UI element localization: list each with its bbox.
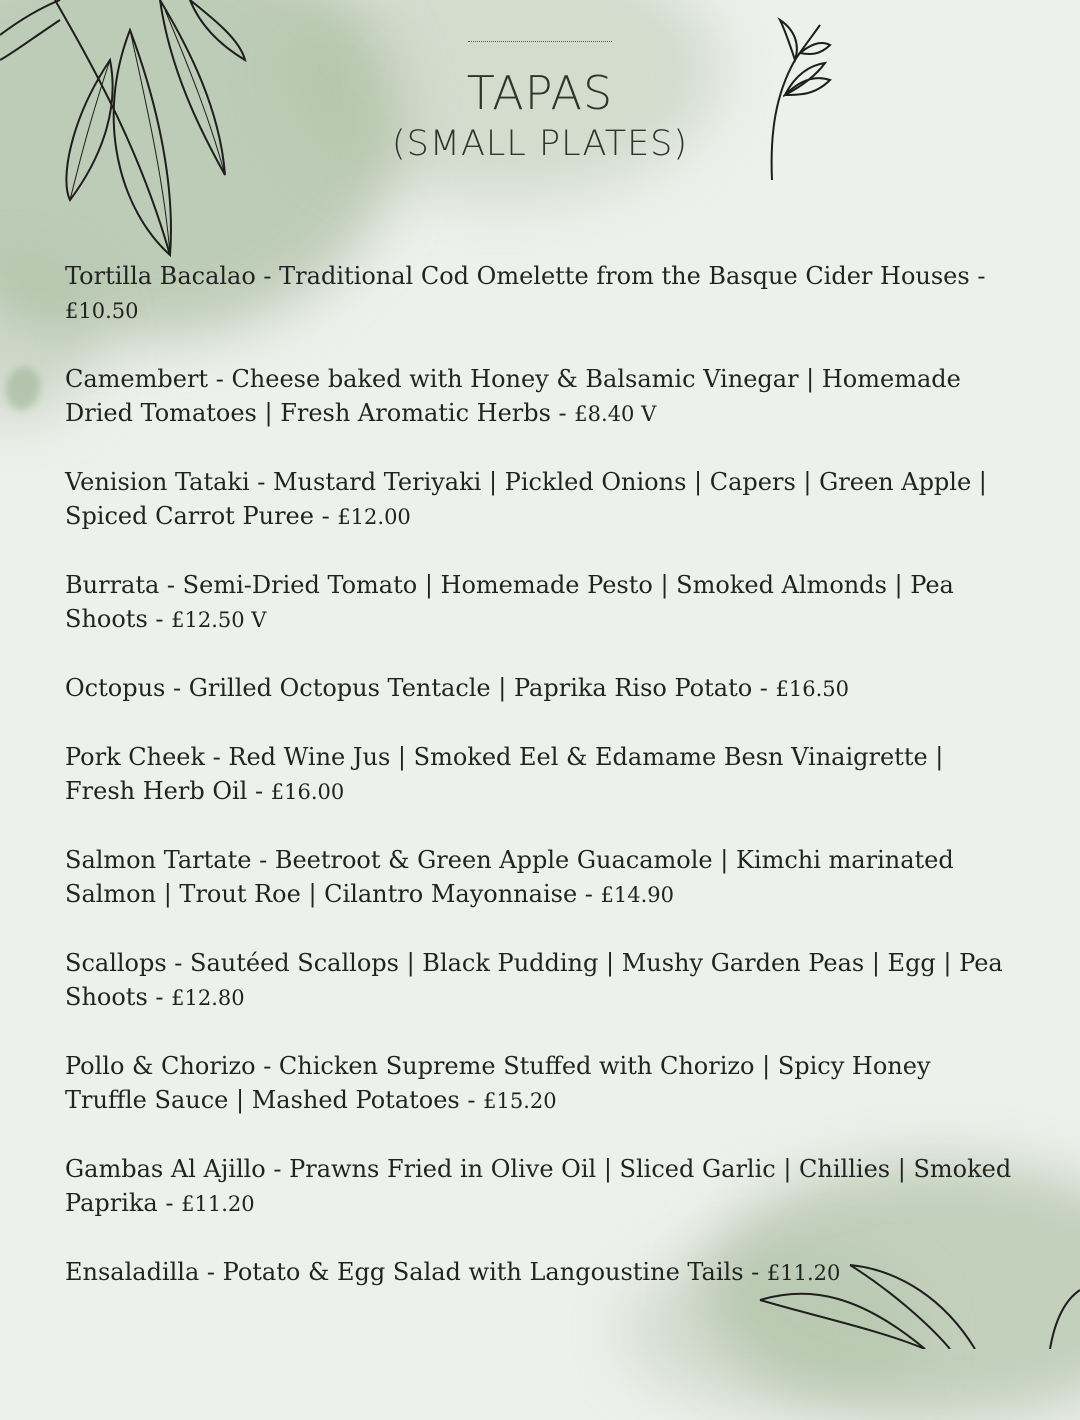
menu-item [65,740,1015,809]
item-description: Salmon Tartate - Beetroot & Green Apple Guacamole | Kimchi marinated Salmon | Trout Roe | Cilantro Mayonnaise - [65,846,954,908]
item-description: Venision Tataki - Mustard Teriyaki | Pickled Onions | Capers | Green Apple | Spiced Carrot Puree - [65,468,987,530]
item-description: Burrata - Semi-Dried Tomato | Homemade Pesto | Smoked Almonds | Pea Shoots - [65,571,954,633]
title-divider [468,41,612,42]
menu-item [65,1049,1015,1118]
item-price: £12.00 [337,505,411,529]
menu-item [65,465,1015,534]
item-description: Scallops - Sautéed Scallops | Black Pudding | Mushy Garden Peas | Egg | Pea Shoots - [65,949,1003,1011]
item-price: £16.00 [270,780,345,804]
menu-list [65,259,1015,1324]
item-price: £8.40 V [574,402,657,426]
item-description: Pork Cheek - Red Wine Jus | Smoked Eel & Edamame Besn Vinaigrette | Fresh Herb Oil - [65,743,944,805]
menu-item [65,259,1015,328]
item-description: Pollo & Chorizo - Chicken Supreme Stuffed with Chorizo | Spicy Honey Truffle Sauce | Mashed Potatoes - [65,1052,931,1114]
item-price: £10.50 [65,299,139,323]
menu-item [65,946,1015,1015]
item-description: Gambas Al Ajillo - Prawns Fried in Olive Oil | Sliced Garlic | Chillies | Smoked Paprika - [65,1155,1012,1217]
menu-item [65,671,1015,706]
menu-item [65,1255,1015,1290]
menu-item [65,843,1015,912]
item-price: £15.20 [483,1089,557,1113]
item-description: Octopus - Grilled Octopus Tentacle | Paprika Riso Potato - [65,674,776,702]
item-price: £11.20 [766,1261,841,1285]
menu-item [65,568,1015,637]
item-price: £14.90 [600,883,674,907]
item-price: £12.80 [171,986,245,1010]
page-subtitle: (SMALL PLATES) [391,124,689,164]
menu-item [65,1152,1015,1221]
menu-item [65,362,1015,431]
item-price: £12.50 V [171,608,267,632]
item-price: £16.50 [775,677,850,701]
item-description: Tortilla Bacalao - Traditional Cod Omelette from the Basque Cider Houses - [65,262,986,290]
item-description: Camembert - Cheese baked with Honey & Balsamic Vinegar | Homemade Dried Tomatoes | Fresh Aromatic Herbs - [65,365,961,427]
item-price: £11.20 [181,1192,255,1216]
item-description: Ensaladilla - Potato & Egg Salad with Langoustine Tails - [65,1258,767,1286]
page-title: TAPAS [466,66,614,120]
